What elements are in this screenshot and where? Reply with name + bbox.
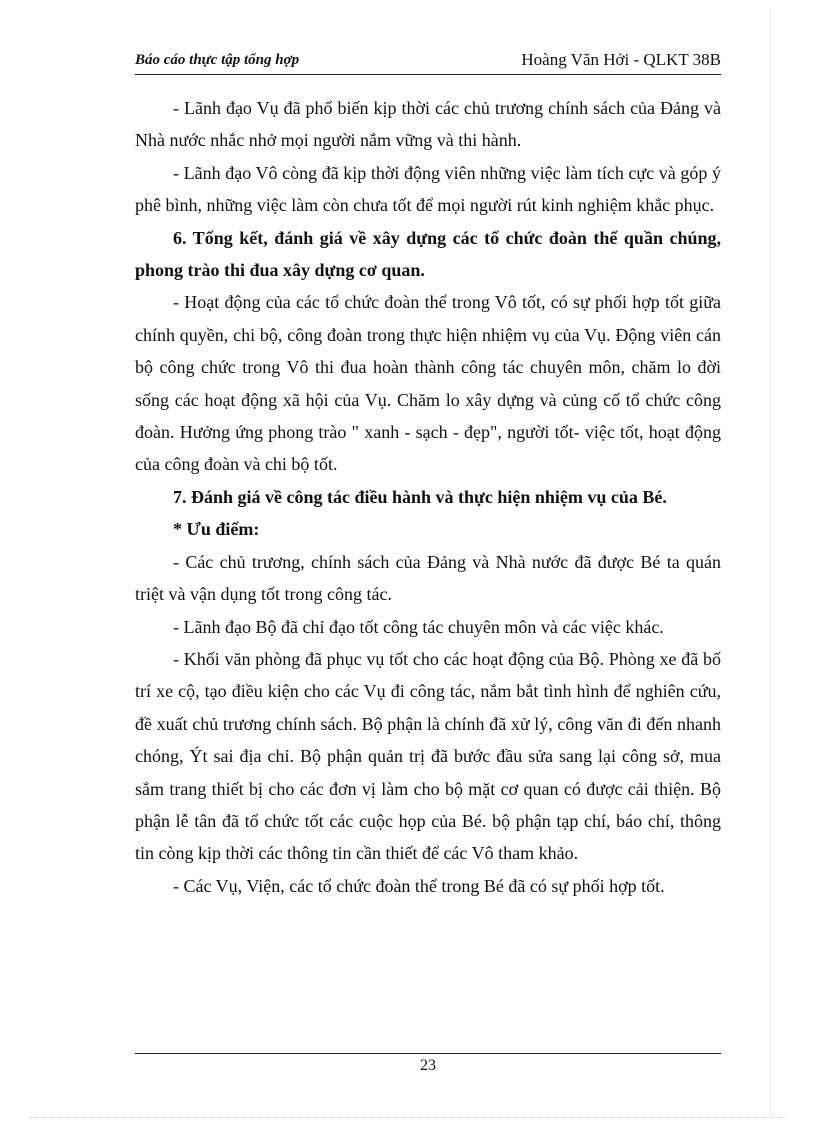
subheading-advantages: * Ưu điểm:: [173, 519, 260, 540]
author-info: Hoàng Văn Hởi - QLKT 38B: [521, 50, 721, 69]
page-number: 23: [420, 1057, 436, 1074]
document-body: [135, 92, 721, 902]
paragraph-4: - Các chủ trương, chính sách của Đảng và Nhà nước đã được Bé ta quán triệt và vận dụng tốt trong công tác.: [135, 551, 721, 605]
page-header: [135, 50, 721, 75]
paragraph-3: - Hoạt động của các tổ chức đoàn thể trong Vô tốt, có sự phối hợp tốt giữa chính quyền, chi bộ, công đoàn trong thực hiện nhiệm vụ của Vụ. Động viên cán bộ công chức trong Vô thi đua hoàn thành công tác chuyên môn, chăm lo đời sống các hoạt động xã hội của Vụ. Chăm lo xây dựng và củng cố tổ chức công đoàn. Hưởng ứng phong trào " xanh - sạch - đẹp", người tốt- việc tốt, hoạt động của công đoàn và chi bộ tốt.: [135, 292, 721, 475]
section-heading-6: 6. Tổng kết, đánh giá về xây dựng các tổ chức đoàn thể quần chúng, phong trào thi đua xây dựng cơ quan.: [135, 227, 721, 281]
paragraph-1: - Lãnh đạo Vụ đã phổ biến kịp thời các chủ trương chính sách của Đảng và Nhà nước nhắc nhở mọi người nắm vững và thi hành.: [135, 98, 721, 151]
paragraph-2: - Lãnh đạo Vô còng đã kịp thời động viên những việc làm tích cực và góp ý phê bình, những việc làm còn chưa tốt để mọi người rút kinh nghiệm khắc phục.: [135, 162, 721, 216]
section-heading-7: 7. Đánh giá về công tác điều hành và thực hiện nhiệm vụ của Bé.: [173, 486, 667, 507]
report-title: Báo cáo thực tập tổng hợp: [135, 52, 300, 68]
paragraph-6: - Khối văn phòng đã phục vụ tốt cho các hoạt động của Bộ. Phòng xe đã bố trí xe cộ, tạo điều kiện cho các Vụ đi công tác, nắm bắt tình hình để nghiên cứu, đề xuất chủ trương chính sách. Bộ phận là chính đã xử lý, công văn đi đến nhanh chóng, Ýt sai địa chỉ. Bộ phận quản trị đã bước đầu sửa sang lại công sở, mua sắm trang thiết bị cho các đơn vị làm cho bộ mặt cơ quan có được cải thiện. Bộ phận lễ tân đã tổ chức tốt các cuộc họp của Bé. bộ phận tạp chí, báo chí, thông tin còng kịp thời các thông tin cần thiết để các Vô tham khảo.: [135, 648, 721, 864]
footer-divider: [135, 1053, 721, 1054]
paragraph-7: - Các Vụ, Viện, các tổ chức đoàn thể trong Bé đã có sự phối hợp tốt.: [173, 875, 665, 896]
paragraph-5: - Lãnh đạo Bộ đã chỉ đạo tốt công tác chuyên môn và các việc khác.: [173, 616, 664, 637]
page-edge-bottom: [30, 1117, 786, 1118]
page-edge-right: [770, 8, 771, 1113]
